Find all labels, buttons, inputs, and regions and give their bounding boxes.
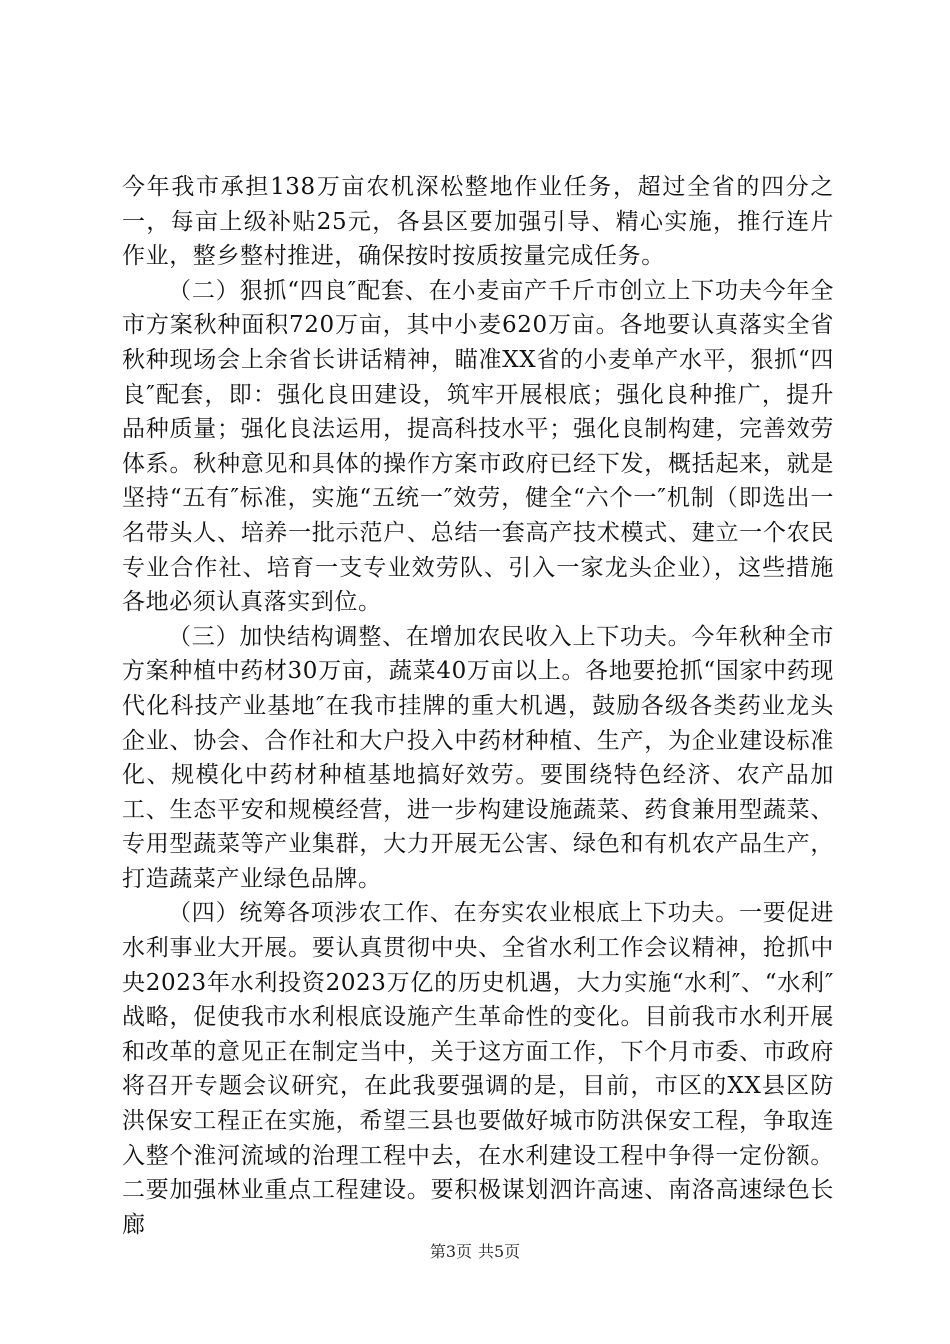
paragraph-1: 今年我市承担138万亩农机深松整地作业任务，超过全省的四分之一，每亩上级补贴25元，各县区要加强引导、精心实施，推行连片作业，整乡整村推进，确保按时按质按量完成任务。 xyxy=(122,174,834,270)
document-body xyxy=(122,170,834,1242)
page-number: 第3页 xyxy=(429,1242,472,1261)
paragraph-3-section-three: （三）加快结构调整、在增加农民收入上下功夫。今年秋种全市方案种植中药材30万亩，蔬菜40万亩以上。各地要抢抓“国家中药现代化科技产业基地″在我市挂牌的重大机遇，鼓励各级各类药业龙头企业、协会、合作社和大户投入中药材种植、生产，为企业建设标准化、规模化中药材种植基地搞好效劳。要围绕特色经济、农产品加工、生态平安和规模经营，进一步构建设施蔬菜、药食兼用型蔬菜、专用型蔬菜等产业集群，大力开展无公害、绿色和有机农产品生产，打造蔬菜产业绿色品牌。 xyxy=(122,623,834,892)
page-footer xyxy=(0,1242,950,1262)
total-pages: 共5页 xyxy=(478,1242,521,1261)
paragraph-2-section-two: （二）狠抓“四良″配套、在小麦亩产千斤市创立上下功夫今年全市方案秋种面积720万亩，其中小麦620万亩。各地要认真落实全省秋种现场会上余省长讲话精神，瞄准XX省的小麦单产水平，狠抓“四良″配套，即：强化良田建设，筑牢开展根底；强化良种推广，提升品种质量；强化良法运用，提高科技水平；强化良制构建，完善效劳体系。秋种意见和具体的操作方案市政府已经下发，概括起来，就是坚持“五有″标准，实施“五统一″效劳，健全“六个一″机制（即选出一名带头人、培养一批示范户、总结一套高产技术模式、建立一个农民专业合作社、培育一支专业效劳队、引入一家龙头企业），这些措施各地必须认真落实到位。 xyxy=(122,277,834,616)
paragraph-4-section-four: （四）统筹各项涉农工作、在夯实农业根底上下功夫。一要促进水利事业大开展。要认真贯彻中央、全省水利工作会议精神，抢抓中央2023年水利投资2023万亿的历史机遇，大力实施“水利″、“水利″战略，促使我市水利根底设施产生革命性的变化。目前我市水利开展和改革的意见正在制定当中，关于这方面工作，下个月市委、市政府将召开专题会议研究，在此我要强调的是，目前，市区的XX县区防洪保安工程正在实施，希望三县也要做好城市防洪保安工程，争取连入整个淮河流域的治理工程中去，在水利建设工程中争得一定份额。二要加强林业重点工程建设。要积极谋划泗许高速、南洛高速绿色长廊 xyxy=(122,900,834,1238)
